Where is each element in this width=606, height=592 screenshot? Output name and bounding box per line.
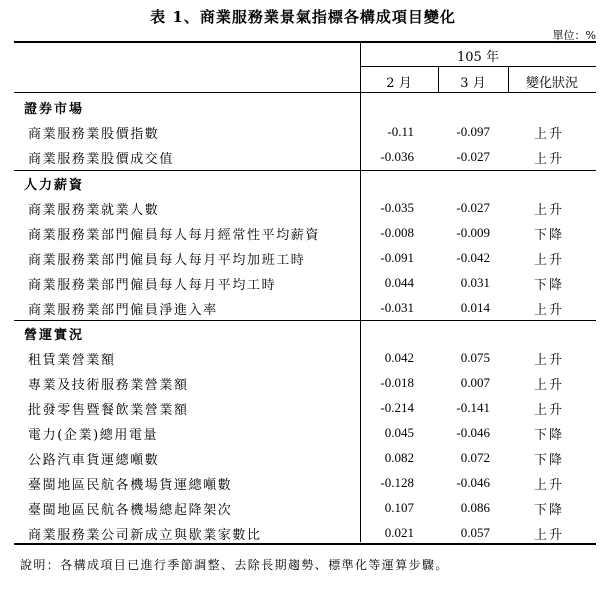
trend-label: 上升 bbox=[534, 203, 565, 218]
value-mar: 0.072 bbox=[460, 450, 490, 465]
table-bottom-border bbox=[14, 543, 596, 545]
value-feb: -0.035 bbox=[380, 200, 414, 215]
header-change: 變化狀況 bbox=[525, 76, 578, 91]
value-feb: 0.045 bbox=[384, 425, 414, 440]
trend-label: 下降 bbox=[534, 278, 565, 293]
row-label: 電力(企業)總用電量 bbox=[28, 428, 159, 443]
value-feb: -0.031 bbox=[380, 300, 414, 315]
value-mar: -0.042 bbox=[456, 250, 490, 265]
value-feb: 0.107 bbox=[384, 500, 414, 515]
row-label: 批發零售暨餐飲業營業額 bbox=[28, 403, 189, 418]
value-mar: -0.009 bbox=[456, 225, 490, 240]
value-mar: 0.007 bbox=[460, 375, 490, 390]
row-label: 臺閩地區民航各機場總起降架次 bbox=[28, 503, 233, 518]
trend-label: 上升 bbox=[534, 378, 565, 393]
value-mar: 0.014 bbox=[460, 300, 490, 315]
table-title: 表 1、商業服務業景氣指標各構成項目變化 bbox=[150, 8, 456, 26]
value-feb: 0.082 bbox=[384, 450, 414, 465]
row-label: 公路汽車貨運總噸數 bbox=[28, 453, 160, 468]
section-title: 人力薪資 bbox=[24, 178, 85, 193]
value-mar: 0.057 bbox=[460, 525, 490, 540]
value-feb: -0.008 bbox=[380, 225, 414, 240]
section-title: 營運實況 bbox=[24, 328, 85, 343]
row-label: 商業服務業部門僱員每人每月平均工時 bbox=[28, 278, 277, 293]
header-divider bbox=[360, 66, 596, 67]
trend-label: 上升 bbox=[534, 253, 565, 268]
section-divider bbox=[14, 170, 596, 171]
unit-label: 單位：% bbox=[552, 29, 596, 42]
value-feb: 0.021 bbox=[384, 525, 414, 540]
trend-label: 下降 bbox=[534, 453, 565, 468]
row-label: 商業服務業就業人數 bbox=[28, 203, 160, 218]
trend-label: 上升 bbox=[534, 353, 565, 368]
row-label: 專業及技術服務業營業額 bbox=[28, 378, 189, 393]
trend-label: 上升 bbox=[534, 478, 565, 493]
value-mar: -0.046 bbox=[456, 425, 490, 440]
row-label: 商業服務業公司新成立與歇業家數比 bbox=[28, 528, 262, 543]
value-mar: -0.027 bbox=[456, 200, 490, 215]
row-label: 商業服務業股價指數 bbox=[28, 127, 160, 142]
section-divider bbox=[14, 320, 596, 321]
header-month-feb: 2 月 bbox=[386, 76, 412, 91]
value-mar: -0.141 bbox=[456, 400, 490, 415]
value-feb: -0.214 bbox=[380, 400, 414, 415]
value-mar: -0.097 bbox=[456, 124, 490, 139]
table-top-border bbox=[14, 41, 596, 43]
trend-label: 下降 bbox=[534, 228, 565, 243]
value-mar: -0.046 bbox=[456, 475, 490, 490]
trend-label: 下降 bbox=[534, 503, 565, 518]
value-feb: -0.036 bbox=[380, 149, 414, 164]
header-year: 105 年 bbox=[457, 50, 499, 65]
column-divider-label bbox=[360, 42, 361, 542]
trend-label: 上升 bbox=[534, 303, 565, 318]
trend-label: 上升 bbox=[534, 403, 565, 418]
footnote: 說明：各構成項目已進行季節調整、去除長期趨勢、標準化等運算步驟。 bbox=[20, 558, 449, 572]
value-feb: -0.091 bbox=[380, 250, 414, 265]
value-mar: 0.086 bbox=[460, 500, 490, 515]
value-feb: 0.044 bbox=[384, 275, 414, 290]
value-mar: 0.075 bbox=[460, 350, 490, 365]
value-mar: 0.031 bbox=[460, 275, 490, 290]
value-feb: 0.042 bbox=[384, 350, 414, 365]
trend-label: 上升 bbox=[534, 152, 565, 167]
header-month-mar: 3 月 bbox=[460, 76, 486, 91]
row-label: 臺閩地區民航各機場貨運總噸數 bbox=[28, 478, 233, 493]
row-label: 商業服務業部門僱員每人每月經常性平均薪資 bbox=[28, 228, 321, 243]
trend-label: 下降 bbox=[534, 428, 565, 443]
row-label: 商業服務業部門僱員淨進入率 bbox=[28, 303, 218, 318]
trend-label: 上升 bbox=[534, 127, 565, 142]
row-label: 商業服務業部門僱員每人每月平均加班工時 bbox=[28, 253, 306, 268]
section-title: 證券市場 bbox=[24, 102, 85, 117]
trend-label: 上升 bbox=[534, 528, 565, 543]
row-label: 商業服務業股價成交值 bbox=[28, 152, 175, 167]
row-label: 租賃業營業額 bbox=[28, 353, 116, 368]
value-feb: -0.11 bbox=[387, 124, 414, 139]
value-mar: -0.027 bbox=[456, 149, 490, 164]
value-feb: -0.018 bbox=[380, 375, 414, 390]
value-feb: -0.128 bbox=[380, 475, 414, 490]
